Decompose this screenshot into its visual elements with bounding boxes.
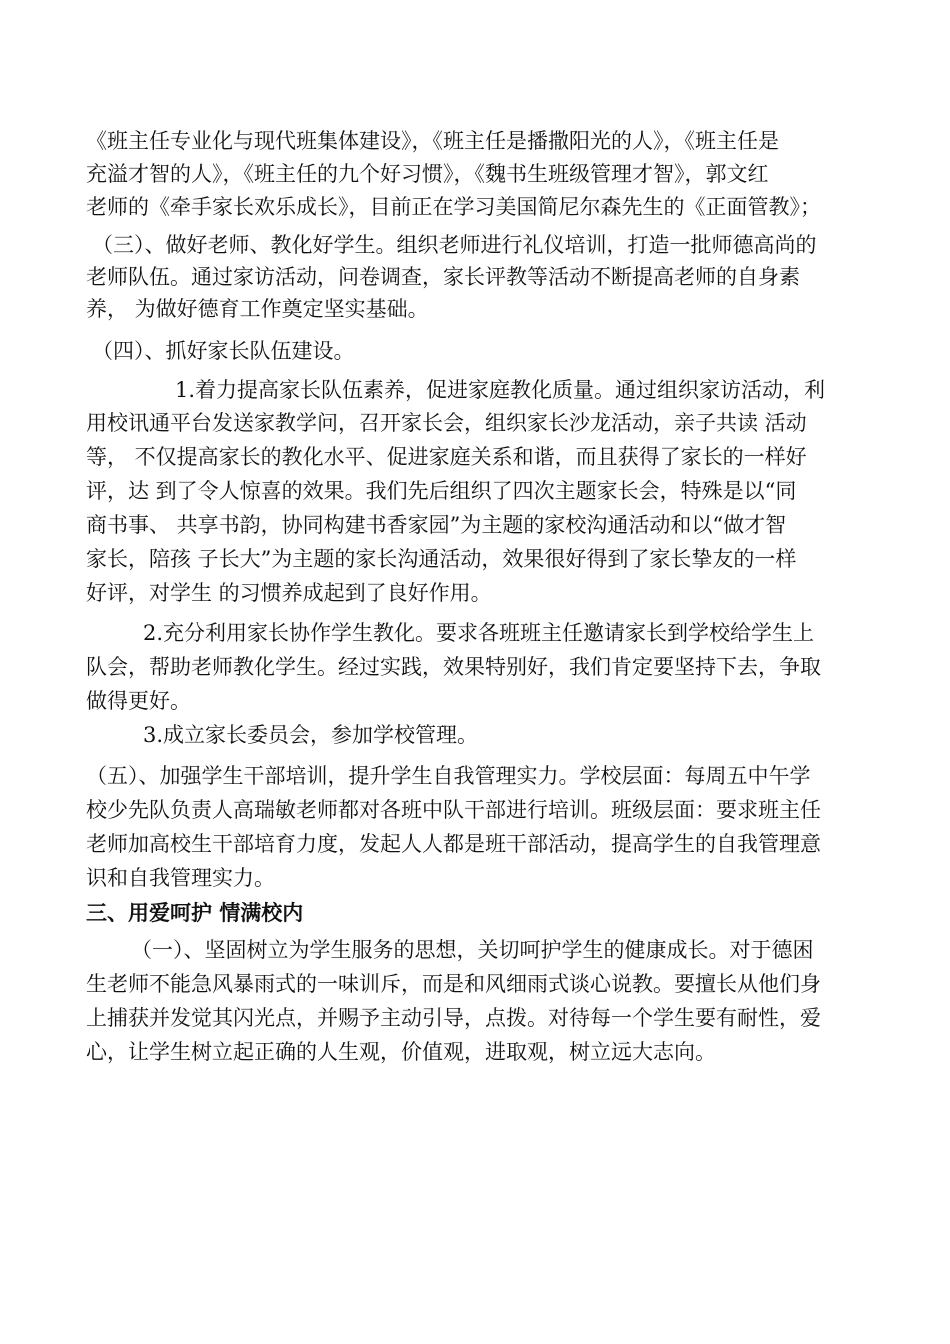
- text-line: 等， 不仅提高家长的教化水平、促进家庭关系和谐，而且获得了家长的一样好: [86, 445, 807, 469]
- text-line: 好评，对学生 的习惯养成起到了良好作用。: [86, 581, 492, 605]
- text-line: 校少先队负责人高瑞敏老师都对各班中队干部进行培训。班级层面：要求班主任: [86, 798, 821, 822]
- text-line: （一）、坚固树立为学生服务的思想，关切呵护学生的健康成长。对于德困: [131, 938, 814, 962]
- chapter-heading: 三、用爱呵护 情满校内: [86, 901, 304, 925]
- text-line: 《班主任专业化与现代班集体建设》，《班主任是播撒阳光的人》，《班主任是: [86, 129, 779, 153]
- text-line: 老师的《牵手家长欢乐成长》，目前正在学习美国简尼尔森先生的《正面管教》；: [86, 195, 821, 219]
- text-line: 用校讯通平台发送家教学问，召开家长会，组织家长沙龙活动，亲子共读 活动: [86, 411, 807, 435]
- text-line: 充溢才智的人》，《班主任的九个好习惯》，《魏书生班级管理才智》，郭文红: [86, 162, 769, 186]
- text-line: 商书事、 共享书韵，协同构建书香家园”为主题的家校沟通活动和以“做才智: [86, 513, 787, 537]
- text-line: 上捕获并发觉其闪光点，并赐予主动引导，点拨。对待每一个学生要有耐性，爱: [86, 1006, 821, 1030]
- text-line: 家长，陪孩 子长大”为主题的家长沟通活动，效果很好得到了家长挚友的一样: [86, 547, 797, 571]
- section-heading-4: （四）、抓好家长队伍建设。: [92, 339, 355, 363]
- text-line: 生老师不能急风暴雨式的一味训斥，而是和风细雨式谈心说教。要擅长从他们身: [86, 972, 821, 996]
- text-line: 1.着力提高家长队伍素养，促进家庭教化质量。通过组织家访活动，利: [175, 378, 826, 402]
- text-line: 2.充分利用家长协作学生教化。要求各班班主任邀请家长到学校给学生上: [143, 621, 815, 645]
- text-line: 识和自我管理实力。: [86, 866, 275, 890]
- section-heading-3: （三）、做好老师、教化好学生。组织老师进行礼仪培训，打造一批师德高尚的: [92, 233, 817, 257]
- text-line: 养， 为做好德育工作奠定坚实基础。: [86, 297, 429, 321]
- text-line: 做得更好。: [86, 689, 191, 713]
- text-line: 老师加高校生干部培育力度，发起人人都是班干部活动，提高学生的自我管理意: [86, 832, 821, 856]
- section-heading-5: （五）、加强学生干部培训，提升学生自我管理实力。学校层面：每周五中午学: [86, 764, 811, 788]
- text-line: 心，让学生树立起正确的人生观，价值观，进取观，树立远大志向。: [86, 1040, 716, 1064]
- text-line: 3.成立家长委员会，参加学校管理。: [143, 723, 479, 747]
- text-line: 老师队伍。通过家访活动，问卷调查，家长评教等活动不断提高老师的自身素: [86, 265, 800, 289]
- text-line: 评，达 到了令人惊喜的效果。我们先后组织了四次主题家长会，特殊是以“同: [86, 479, 797, 503]
- text-line: 队会，帮助老师教化学生。经过实践，效果特别好，我们肯定要坚持下去，争取: [86, 655, 821, 679]
